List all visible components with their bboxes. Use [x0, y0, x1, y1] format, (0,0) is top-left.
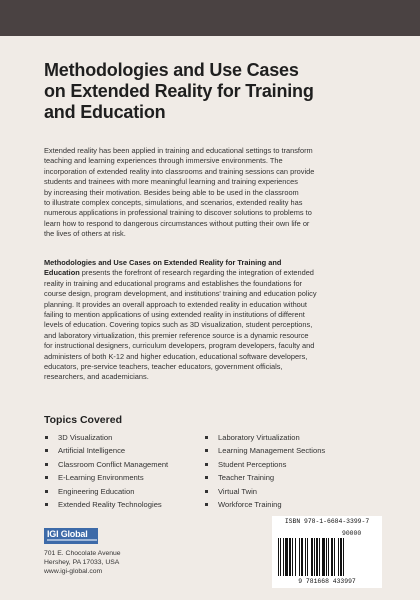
topic-item: Extended Reality Technologies: [44, 498, 214, 511]
topic-item: Artificial Intelligence: [44, 444, 214, 457]
publisher-logo-stripe: [47, 539, 97, 541]
description-paragraph: [44, 258, 384, 383]
topic-item: Classroom Conflict Management: [44, 458, 214, 471]
topic-item: Virtual Twin: [204, 485, 374, 498]
publisher-logo: [44, 528, 98, 544]
barcode-digits: 9 781668 433997: [298, 578, 356, 585]
top-dark-band: [0, 0, 420, 36]
book-title: Methodologies and Use Cases on Extended Reality for Training and Education: [44, 60, 314, 122]
price-code: 90000: [342, 530, 362, 537]
description-book-title-line2: Education: [44, 268, 80, 278]
topic-item: Laboratory Virtualization: [204, 431, 374, 444]
isbn-number: ISBN 978-1-6684-3399-7: [284, 518, 370, 525]
description-text: reality in training and educational programs and establishes the foundations for course design, program development, and institutions' training and education policy planning. It provides an overall approach to extended reality in education without failing to mention applications of using extended reality in institutions of different levels of education. Covering topics such as 3D visualization, student perceptions, and laboratory virtualization, this premier reference source is a dynamic resource for instructional designers, curriculum developers, program developers, faculty and administers of both K-12 and higher education, educational software developers, educators, pre-service teachers, teacher educators, government officials, researchers, and academicians.: [44, 278, 317, 382]
back-cover: [0, 36, 420, 600]
topic-item: E-Learning Environments: [44, 471, 214, 484]
topic-item: Learning Management Sections: [204, 444, 374, 457]
topic-item: Teacher Training: [204, 471, 374, 484]
isbn-barcode: [272, 516, 382, 588]
topic-item: Student Perceptions: [204, 458, 374, 471]
topic-item: Engineering Education: [44, 485, 214, 498]
description-text-line2: presents the forefront of research regarding the integration of extended: [79, 268, 314, 278]
topic-item: 3D Visualization: [44, 431, 214, 444]
intro-paragraph: Extended reality has been applied in training and educational settings to transform teaching and learning experiences through immersive environments. The incorporation of extended reality into classrooms and training sessions can provide students and trainees with more meaningful learning and training experiences by increasing their motivation. Besides being able to be used in the classroom to illustrate complex concepts, simulations, and scenarios, extended reality has numerous applications in professional training to discover solutions to problems to learn how to respond to dangerous circumstances without putting their own life or the lives of others at risk.: [44, 146, 315, 239]
publisher-logo-text: IGI Global: [47, 529, 88, 539]
description-book-title-line1: Methodologies and Use Cases on Extended Reality for Training and: [44, 258, 282, 267]
topics-list-left: [44, 431, 214, 511]
topics-list-right: [204, 431, 374, 511]
publisher-address: 701 E. Chocolate Avenue Hershey, PA 17033, USA www.igi-global.com: [44, 550, 121, 576]
barcode-bars: [276, 538, 378, 578]
topic-item: Workforce Training: [204, 498, 374, 511]
topics-heading: Topics Covered: [44, 414, 122, 426]
